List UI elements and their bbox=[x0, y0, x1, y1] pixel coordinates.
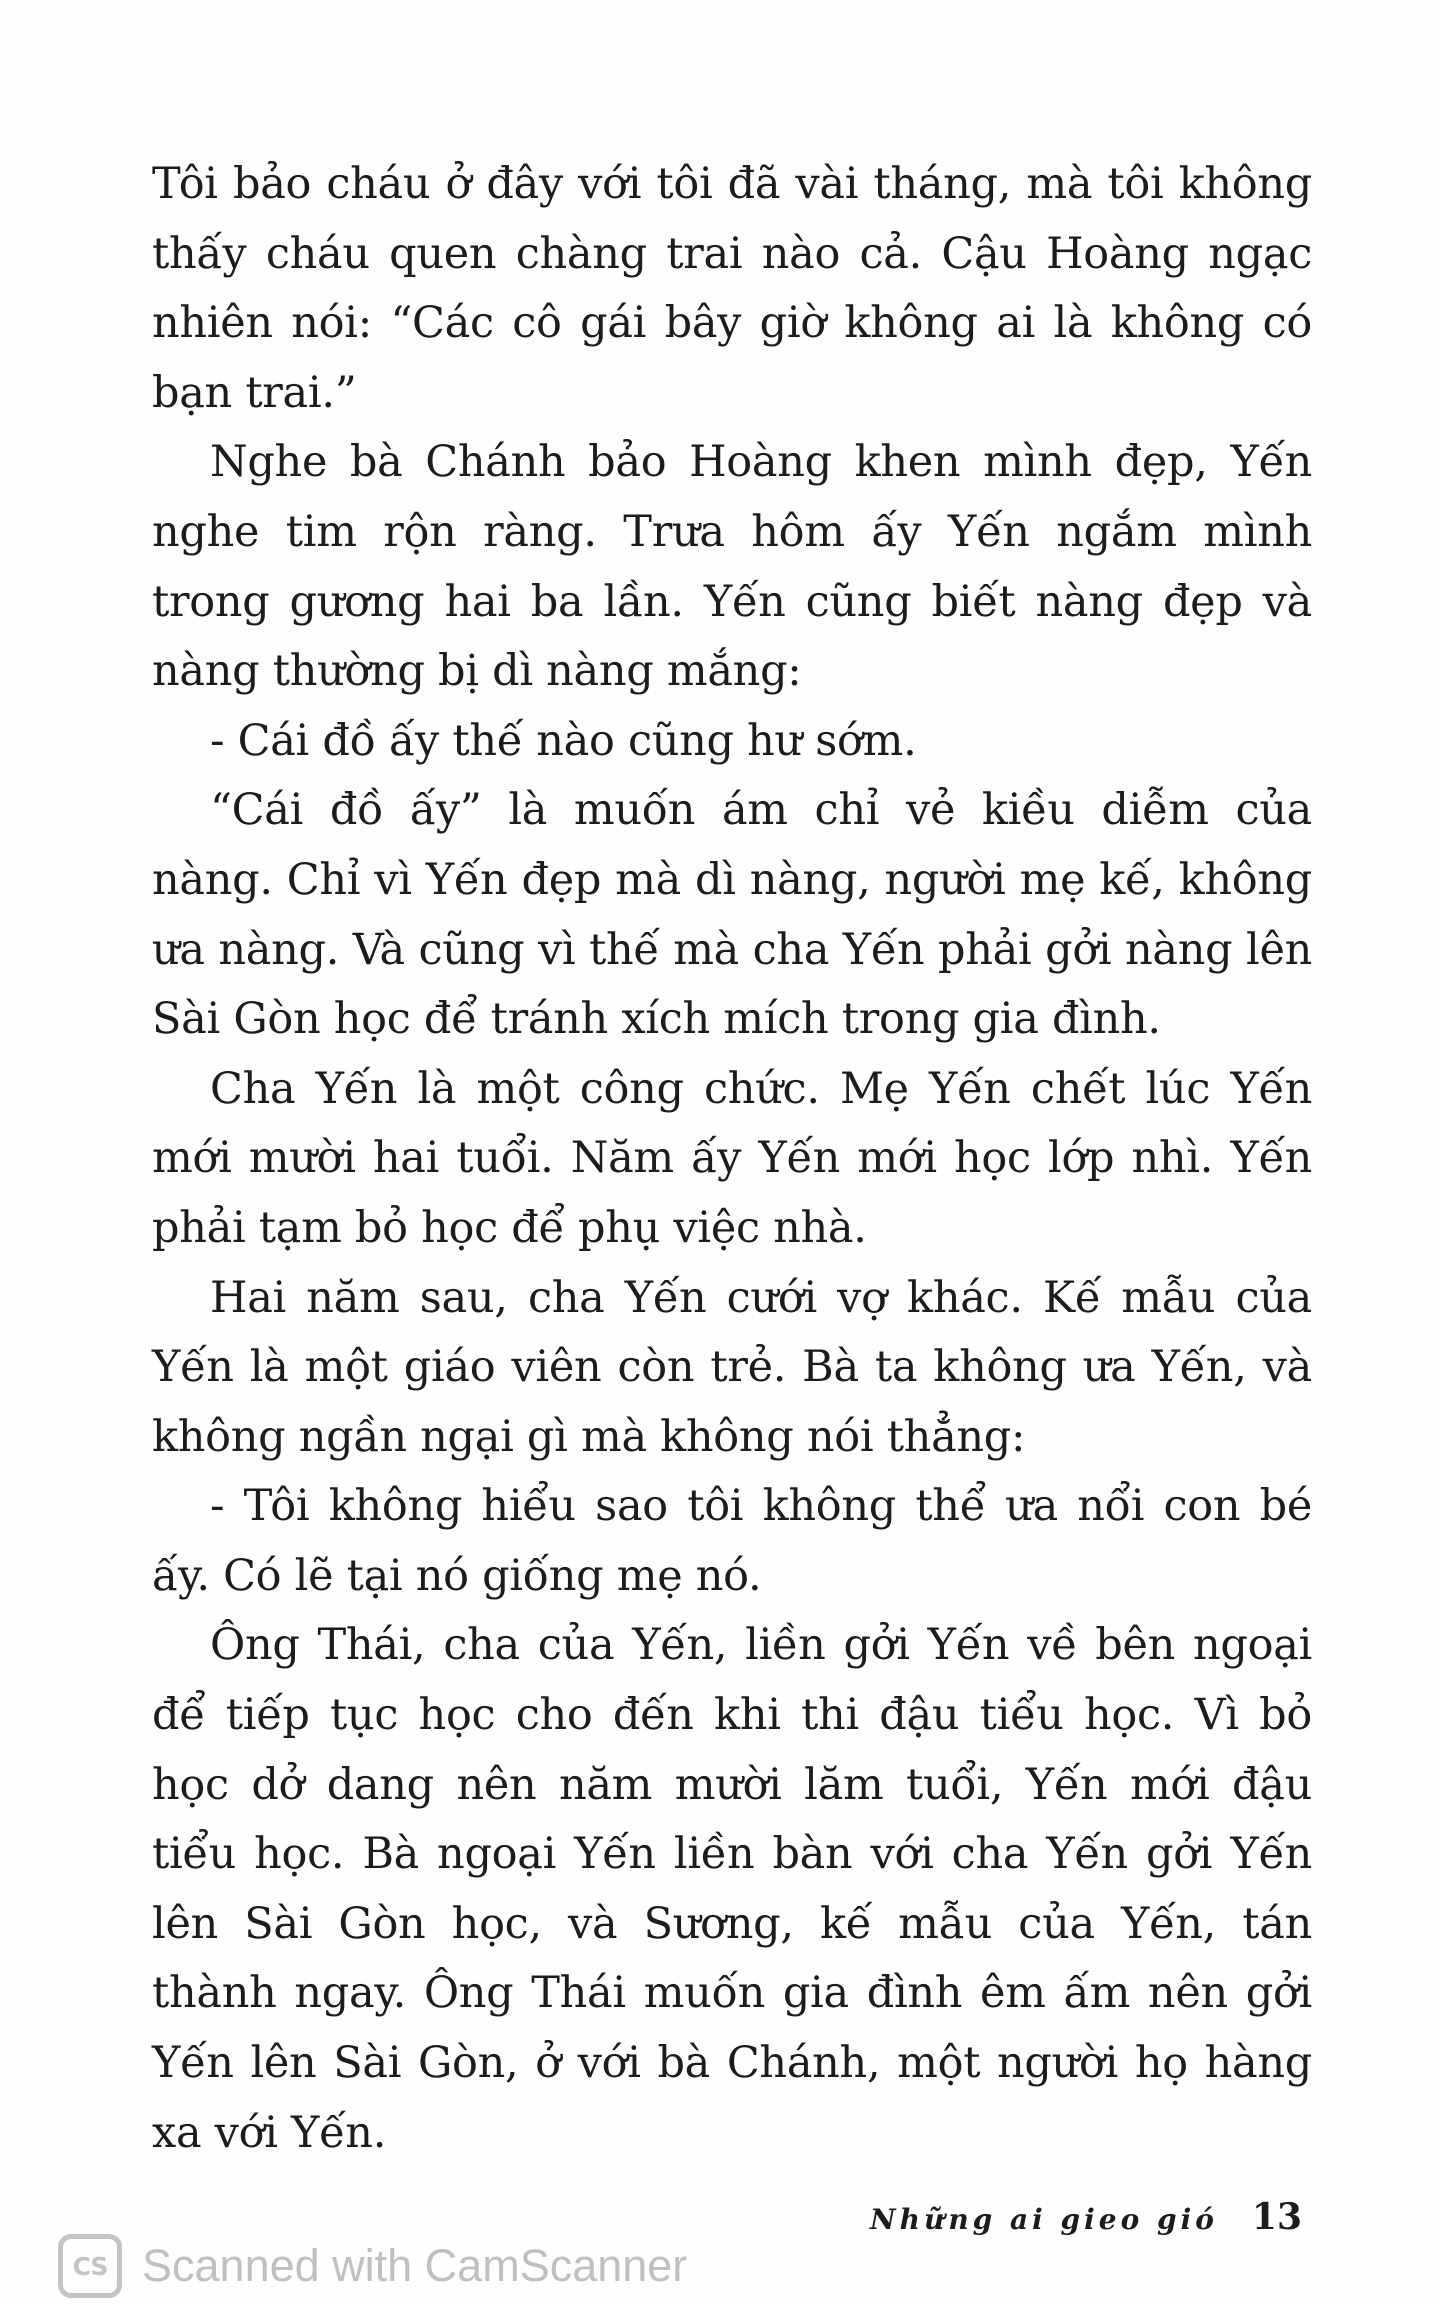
camscanner-logo-icon: CS bbox=[58, 2234, 122, 2298]
paragraph-5: Hai năm sau, cha Yến cưới vợ khác. Kế mẫu của Yến là một giáo viên còn trẻ. Bà ta không ưa Yến, và không ngần ngại gì mà không nói thẳng: bbox=[152, 1272, 1312, 1462]
paragraph-2: Nghe bà Chánh bảo Hoàng khen mình đẹp, Yến nghe tim rộn ràng. Trưa hôm ấy Yến ngắm mình trong gương hai ba lần. Yến cũng biết nàng đẹp và nàng thường bị dì nàng mắng: bbox=[152, 437, 1312, 697]
paragraph-1: Tôi bảo cháu ở đây với tôi đã vài tháng, mà tôi không thấy cháu quen chàng trai nào cả. Cậu Hoàng ngạc nhiên nói: “Các cô gái bây giờ không ai là không có bạn trai.” bbox=[152, 159, 1312, 418]
paragraph-6: Ông Thái, cha của Yến, liền gởi Yến về bên ngoại để tiếp tục học cho đến khi thi đậu tiểu học. Vì bỏ học dở dang nên năm mười lăm tuổi, Yến mới đậu tiểu học. Bà ngoại Yến liền bàn với cha Yến gởi Yến lên Sài Gòn học, và Sương, kế mẫu của Yến, tán thành ngay. Ông Thái muốn gia đình êm ấm nên gởi Yến lên Sài Gòn, ở với bà Chánh, một người họ hàng xa với Yến. bbox=[152, 1620, 1312, 2158]
paragraph-3: “Cái đồ ấy” là muốn ám chỉ vẻ kiều diễm của nàng. Chỉ vì Yến đẹp mà dì nàng, người mẹ kế, không ưa nàng. Và cũng vì thế mà cha Yến phải gởi nàng lên Sài Gòn học để tránh xích mích trong gia đình. bbox=[152, 785, 1312, 1045]
watermark-text: Scanned with CamScanner bbox=[142, 2240, 688, 2291]
dialog-line-1: - Cái đồ ấy thế nào cũng hư sớm. bbox=[210, 715, 917, 766]
page-footer bbox=[870, 2196, 1302, 2238]
dialog-line-2: - Tôi không hiểu sao tôi không thể ưa nổi con bé ấy. Có lẽ tại nó giống mẹ nó. bbox=[152, 1481, 1312, 1601]
paragraph-4: Cha Yến là một công chức. Mẹ Yến chết lúc Yến mới mười hai tuổi. Năm ấy Yến mới học lớp nhì. Yến phải tạm bỏ học để phụ việc nhà. bbox=[152, 1063, 1312, 1253]
running-title: Những ai gieo gió bbox=[870, 2203, 1218, 2236]
page-number: 13 bbox=[1251, 2196, 1302, 2238]
body-text bbox=[152, 150, 1312, 2168]
camscanner-watermark bbox=[58, 2234, 687, 2298]
